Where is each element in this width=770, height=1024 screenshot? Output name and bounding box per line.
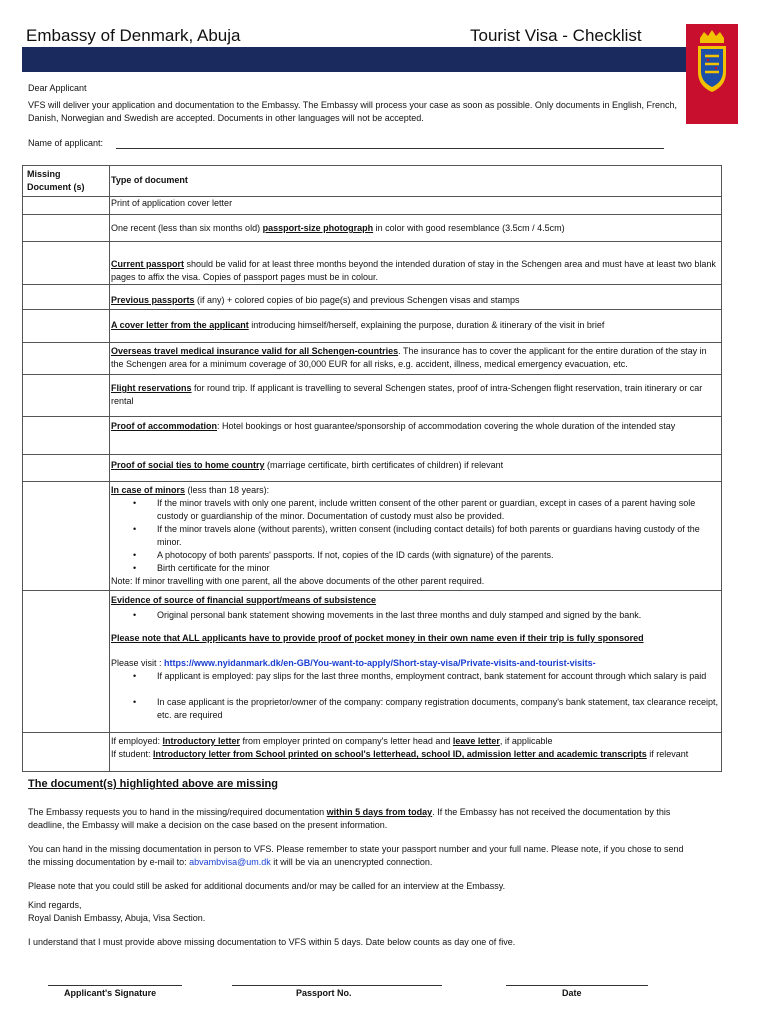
greeting: Dear Applicant: [28, 83, 87, 93]
handin-paragraph: You can hand in the missing documentation in person to VFS. Please remember to state your passport number and your full name. Please note, if you chose to send the missing documentation by e-mail to: abvambvisa@um.dk it will be via an unencrypted connection.: [28, 844, 684, 867]
checklist-title: Tourist Visa - Checklist: [470, 26, 642, 45]
embassy-title: Embassy of Denmark, Abuja: [26, 26, 241, 45]
missing-heading: The document(s) highlighted above are missing: [28, 778, 278, 790]
row-previous-passports: Previous passports (if any) + colored copies of bio page(s) and previous Schengen visas and stamps: [111, 295, 520, 305]
coat-of-arms-icon: [686, 24, 738, 124]
signature-label: Applicant's Signature: [64, 988, 157, 998]
signoff-section: Royal Danish Embassy, Abuja, Visa Section.: [28, 913, 206, 923]
row-travel-insurance: Overseas travel medical insurance valid for all Schengen-countries. The insurance has to cover the applicant for the entire duration of the stay in the Schengen area for a minimum coverage of 30,000 EUR for all risks, e.g. accident, illness, medical emergency evacuation, etc.: [111, 346, 707, 369]
row-accommodation: Proof of accommodation: Hotel bookings or host guarantee/sponsorship of accommodation covering the whole duration of the intended stay: [111, 421, 676, 431]
row-current-passport: Current passport should be valid for at least three months beyond the intended duration of stay in the Schengen area and must have at least two blank pages to affix the visa. Copies of passport pages must be in colour.: [111, 259, 716, 282]
intro-paragraph: VFS will deliver your application and documentation to the Embassy. The Embassy will process your case as soon as possible. Only documents in English, French, Danish, Norwegian and Swedish are accepted. Documents in other languages will not be accepted.: [28, 100, 677, 123]
row-financial-support: Evidence of source of financial support/means of subsistence: [111, 595, 377, 605]
minors-note: Note: If minor travelling with one parent, all the above documents of the other parent required.: [111, 576, 485, 586]
signature-field[interactable]: [48, 985, 182, 986]
list-item: • A photocopy of both parents' passports. If not, copies of the ID cards (with signature) of the parents.: [157, 549, 719, 562]
list-item: • Original personal bank statement showing movements in the last three months and duly stamped and signed by the bank.: [157, 609, 719, 622]
acknowledgement-text: I understand that I must provide above missing documentation to VFS within 5 days. Date below counts as day one of five.: [28, 937, 516, 947]
list-item: • If applicant is employed: pay slips for the last three months, employment contract, bank statement for account through which salary is paid: [157, 670, 719, 683]
additional-docs-note: Please note that you could still be asked for additional documents and/or may be called for an interview at the Embassy.: [28, 881, 506, 891]
applicant-name-label: Name of applicant:: [28, 138, 104, 148]
checklist-table: [22, 165, 722, 772]
pocket-money-note: Please note that ALL applicants have to provide proof of pocket money in their own name even if their trip is fully sponsored: [111, 633, 644, 643]
deadline-paragraph: The Embassy requests you to hand in the missing/required documentation within 5 days from today. If the Embassy has not received the documentation by this deadline, the Embassy will make a decision on the case based on the present information.: [28, 807, 671, 830]
passport-field[interactable]: [232, 985, 442, 986]
passport-label: Passport No.: [296, 988, 352, 998]
row-minors-heading: In case of minors (less than 18 years):: [111, 485, 270, 495]
list-item: • If the minor travels with only one parent, include written consent of the other parent or guardian, except in cases of a parent having sole custody or guardianship of the minor. Documentation of custody must also be provided.: [157, 497, 719, 523]
missing-document-header: Missing Document (s): [27, 169, 85, 192]
embassy-email-link[interactable]: abvambvisa@um.dk: [189, 857, 271, 867]
row-cover-letter: Print of application cover letter: [111, 198, 233, 208]
date-label: Date: [562, 988, 582, 998]
visa-info-link[interactable]: https://www.nyidanmark.dk/en-GB/You-want-to-apply/Short-stay-visa/Private-visits-and-tourist-visits-: [164, 658, 596, 668]
document-type-header: Type of document: [111, 175, 188, 185]
header-band: [22, 47, 686, 72]
visit-link-line: Please visit : https://www.nyidanmark.dk/en-GB/You-want-to-apply/Short-stay-visa/Private-visits-and-tourist-visits-: [111, 658, 596, 668]
row-introductory-letter: If employed: Introductory letter from employer printed on company's letter head and leave letter, if applicable If student: Introductory letter from School printed on school's letterhead, school ID, admission letter and academic transcripts if relevant: [111, 736, 689, 759]
row-cover-letter-applicant: A cover letter from the applicant introducing himself/herself, explaining the purpose, duration & itinerary of the visit in brief: [111, 320, 605, 330]
list-item: • If the minor travels alone (without parents), written consent (including contact details) fof both parents or guardians having custody of the minor.: [157, 523, 719, 549]
row-flight-reservations: Flight reservations for round trip. If applicant is travelling to several Schengen states, proof of intra-Schengen flight reservation, train itinerary or car rental: [111, 383, 703, 406]
row-social-ties: Proof of social ties to home country (marriage certificate, birth certificates of children) if relevant: [111, 460, 504, 470]
date-field[interactable]: [506, 985, 648, 986]
regards: Kind regards,: [28, 900, 82, 910]
list-item: • Birth certificate for the minor: [157, 562, 719, 575]
list-item: • In case applicant is the proprietor/owner of the company: company registration documents, company's bank statement, tax clearance receipt, etc. are required: [157, 696, 719, 722]
applicant-name-field[interactable]: [116, 148, 664, 149]
row-photograph: One recent (less than six months old) passport-size photograph in color with good resemblance (3.5cm / 4.5cm): [111, 223, 565, 233]
